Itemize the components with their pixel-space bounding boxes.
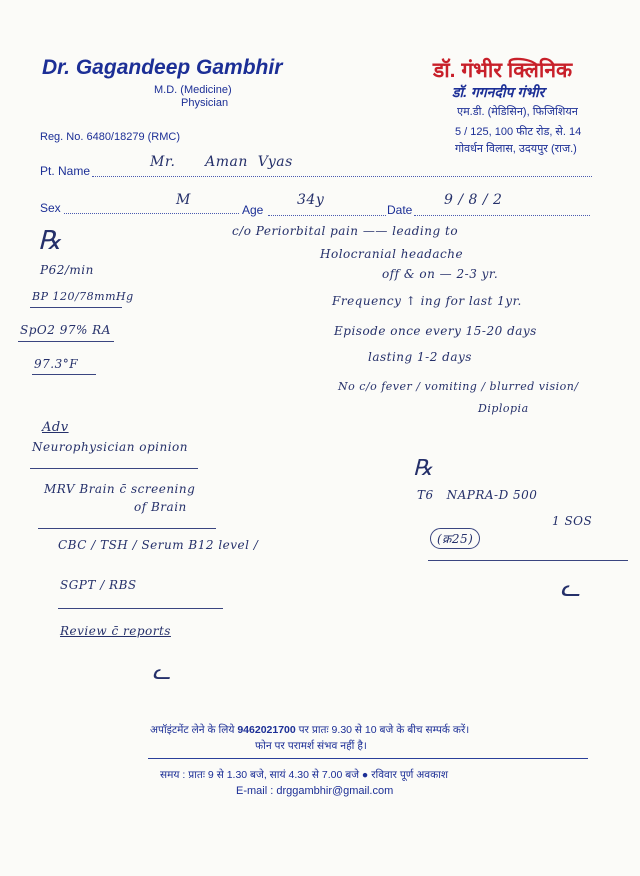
reg-number: Reg. No. 6480/18279 (RMC) [40,131,181,143]
temp-underline [32,374,96,375]
complaint-line: Frequency ↑ ing for last 1yr. [332,294,522,308]
advice-item: SGPT / RBS [60,578,137,592]
advice-item: Review c̄ reports [60,624,171,638]
spo2-value: SpO2 97% RA [20,323,111,337]
date-label: Date [387,203,413,217]
date-rule [414,215,590,216]
pt-name-label: Pt. Name [40,164,91,178]
advice-heading: Adv [42,420,69,435]
address-line1: 5 / 125, 100 फीट रोड, से. 14 [455,126,582,138]
pt-name-rule [92,176,592,177]
advice-separator [38,528,216,529]
complaint-line: lasting 1-2 days [368,350,472,364]
temp-value: 97.3°F [34,357,79,371]
drug-dose: 1 SOS [552,514,593,528]
complaint-line: Diplopia [478,402,529,415]
prescription-underline [428,560,628,561]
doctor-signature: ᓚ [560,574,581,602]
rx-symbol: ℞ [38,226,62,256]
advice-separator [58,608,223,609]
age-label: Age [242,203,264,217]
advice-item: of Brain [134,500,187,514]
drug-name: T6 NAPRA-D 500 [417,488,538,502]
email-address[interactable]: drggambhir@gmail.com [276,785,394,797]
spo2-underline [18,341,114,342]
doctor-name-hi: डॉ. गगनदीप गंभीर [452,84,545,100]
date-value: 9 / 8 / 2 [444,192,503,208]
doctor-name-en: Dr. Gagandeep Gambhir [42,56,283,79]
appointment-phone: 9462021700 [237,724,296,736]
sex-label: Sex [40,201,61,215]
sex-rule [64,213,239,214]
advice-separator [30,468,198,469]
title-en: Physician [181,97,229,109]
advice-signature: ᓚ [152,660,172,685]
age-rule [268,215,386,216]
address-line2: गोवर्धन विलास, उदयपुर (राज.) [455,143,577,155]
prescription-rx-symbol: ℞ [413,456,434,481]
complaint-line: No c/o fever / vomiting / blurred vision/ [338,380,579,393]
pulse-value: P62/min [40,263,94,277]
age-value: 34y [297,192,325,208]
footer-divider [148,758,588,759]
sex-value: M [176,192,191,208]
degree-en: M.D. (Medicine) [154,84,232,96]
appointment-text-post: पर प्रातः 9.30 से 10 बजे के बीच सम्पर्क करें। [295,724,470,736]
bp-underline [30,307,122,308]
phone-consult-note: फोन पर परामर्श संभव नहीं है। [255,740,367,752]
appointment-text-pre: अपॉइंटमेंट लेने के लिये [150,724,238,736]
advice-item: CBC / TSH / Serum B12 level / [58,538,259,552]
advice-item: Neurophysician opinion [32,440,188,454]
email-line [236,785,393,797]
email-label: E-mail : [236,785,277,797]
clinic-name-hi: डॉ. गंभीर क्लिनिक [433,59,573,82]
appointment-line [150,723,469,737]
complaint-line: Episode once every 15-20 days [334,324,537,338]
drug-quantity: (क्र25) [430,528,480,549]
complaint-line: Holocranial headache [320,247,464,261]
advice-item: MRV Brain c̄ screening [44,482,196,496]
complaint-line: c/o Periorbital pain —— leading to [232,224,459,238]
pt-name-value: Mr. Aman Vyas [150,154,293,170]
complaint-line: off & on — 2-3 yr. [382,267,499,281]
degree-hi: एम.डी. (मेडिसिन), फिजिशियन [457,106,578,118]
bp-value: BP 120/78mmHg [32,290,134,303]
clinic-timing: समय : प्रातः 9 से 1.30 बजे, सायं 4.30 से 7.00 बजे ● रविवार पूर्ण अवकाश [160,769,449,781]
